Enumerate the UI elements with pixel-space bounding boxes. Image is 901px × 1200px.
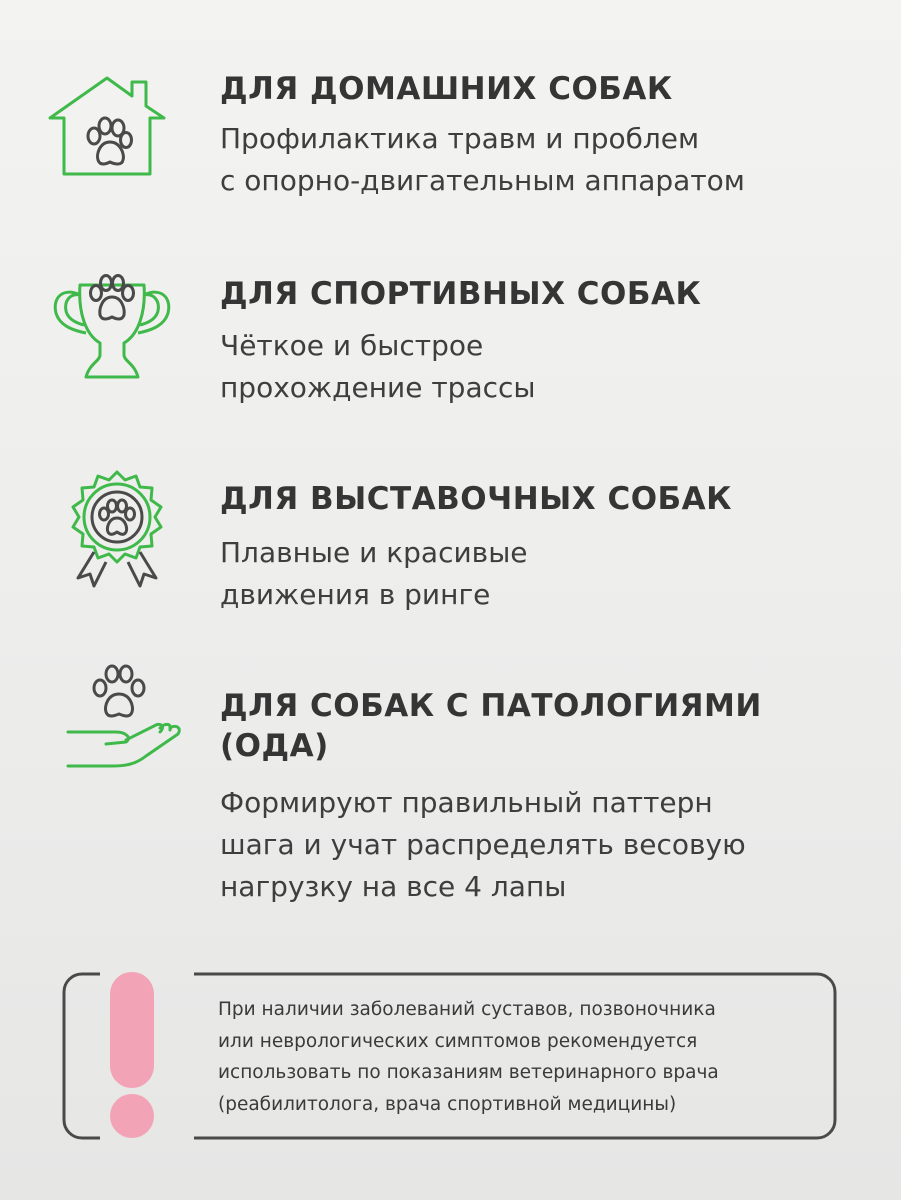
item-description: Формируют правильный паттерн шага и учат распределять весовую нагрузку на все 4 лапы bbox=[220, 786, 746, 903]
hand-paw-icon bbox=[42, 660, 192, 780]
item-title: ДЛЯ ВЫСТАВОЧНЫХ СОБАК bbox=[220, 481, 733, 517]
rosette-paw-icon bbox=[42, 470, 192, 590]
exclamation-icon bbox=[106, 972, 158, 1144]
notice-box bbox=[62, 972, 837, 1140]
trophy-paw-icon bbox=[42, 265, 192, 385]
item-title: ДЛЯ ДОМАШНИХ СОБАК bbox=[220, 71, 673, 107]
item-description: Чёткое и быстрое прохождение трассы bbox=[220, 329, 536, 404]
item-description: Плавные и красивые движения в ринге bbox=[220, 536, 528, 611]
house-paw-icon bbox=[42, 70, 192, 180]
item-title: ДЛЯ СОБАК С ПАТОЛОГИЯМИ (ОДА) bbox=[220, 688, 762, 764]
item-title: ДЛЯ СПОРТИВНЫХ СОБАК bbox=[220, 276, 702, 312]
item-description: Профилактика травм и проблем с опорно-двигательным аппаратом bbox=[220, 122, 745, 197]
notice-text: При наличии заболеваний суставов, позвоночника или неврологических симптомов рекомендуется использовать по показаниям ветеринарного врача (реабилитолога, врача спортивной медицины) bbox=[218, 999, 719, 1115]
